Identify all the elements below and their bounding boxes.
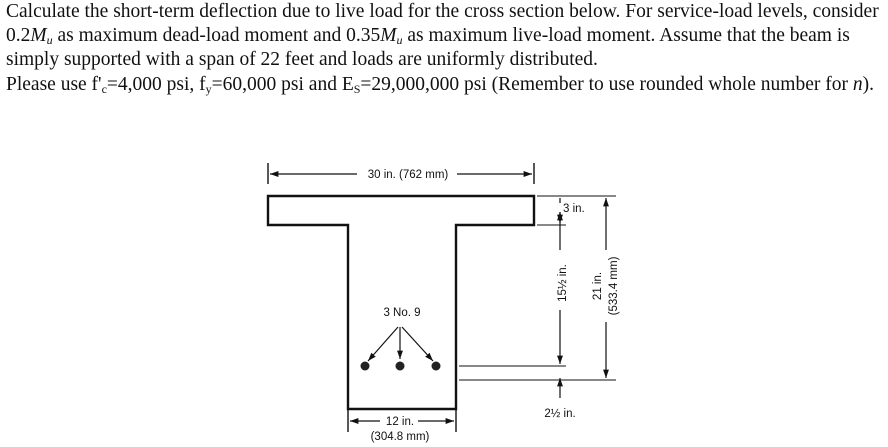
flange-thickness-dimension xyxy=(560,198,585,223)
total-depth-dimension xyxy=(592,198,620,378)
rebar-leader-right xyxy=(402,327,433,361)
flange-width-label: 30 in. (762 mm) xyxy=(367,169,449,181)
total-depth-label: 21 in. xyxy=(592,271,604,301)
material-text: ). xyxy=(862,73,874,95)
flange-thickness-label: 3 in. xyxy=(563,203,585,215)
rebar-center xyxy=(396,362,405,371)
moment-subscript: u xyxy=(396,33,403,48)
problem-paragraph-2 xyxy=(6,73,886,97)
rebar-left xyxy=(361,362,370,371)
moment-subscript: u xyxy=(46,33,53,48)
effective-depth-dimension xyxy=(557,212,569,364)
total-depth-metric-label: (533.4 mm) xyxy=(608,256,620,316)
problem-text: Calculate the short-term deflection due to live load for the cross section below. For service-load levels, consider 0.2 xyxy=(6,1,879,47)
rebar-right xyxy=(432,362,441,371)
material-text: =60,000 psi and E xyxy=(211,73,354,95)
modular-ratio-symbol: n xyxy=(852,73,863,95)
extension-lines xyxy=(459,196,616,380)
material-text: Please use f' xyxy=(6,73,102,95)
steel-label: 3 No. 9 xyxy=(383,307,421,319)
flange-width-dimension xyxy=(268,163,534,184)
fc-subscript: c xyxy=(101,81,107,96)
problem-text: as maximum live-load moment. Assume that the beam is simply supported with a span of 22 feet and loads are uniformly distributed. xyxy=(6,25,850,71)
es-subscript: S xyxy=(353,81,361,96)
fy-subscript: y xyxy=(205,81,212,96)
web-width-label: 12 in. xyxy=(385,416,415,428)
moment-symbol: M xyxy=(30,25,47,47)
cover-label: 2½ in. xyxy=(544,408,576,420)
reinforcing-bars xyxy=(361,307,441,371)
cover-dimension xyxy=(544,378,575,420)
effective-depth-label: 15½ in. xyxy=(557,264,569,302)
web-width-metric-label: (304.8 mm) xyxy=(370,431,430,443)
problem-text: as maximum dead-load moment and 0.35 xyxy=(52,25,381,47)
tbeam-outline xyxy=(268,196,534,409)
problem-statement xyxy=(6,0,886,97)
material-text: =4,000 psi, f xyxy=(106,73,206,95)
material-text: =29,000,000 psi (Remember to use rounded whole number for xyxy=(360,73,853,95)
problem-paragraph-1 xyxy=(6,0,886,73)
moment-symbol: M xyxy=(380,25,397,47)
web-width-dimension xyxy=(348,409,456,443)
rebar-leader-left xyxy=(368,327,398,361)
